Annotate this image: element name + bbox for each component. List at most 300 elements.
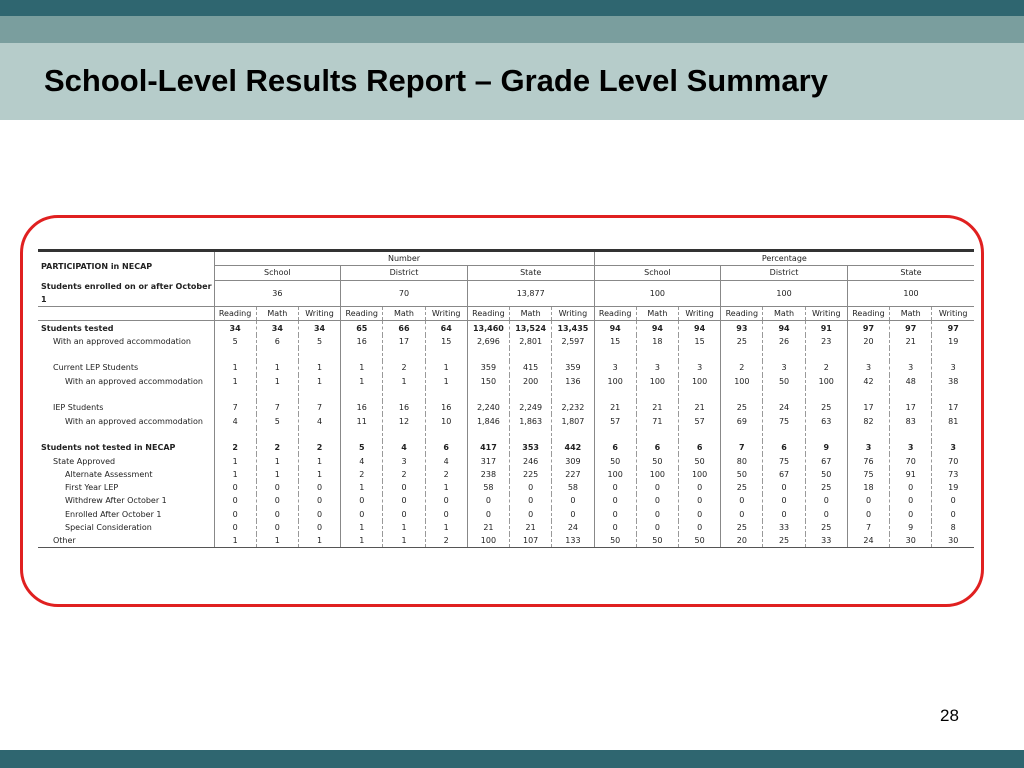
cell-value: 15 — [425, 335, 467, 348]
table-row — [38, 348, 974, 361]
cell-value: 0 — [763, 494, 805, 507]
test-header: Reading — [341, 307, 383, 321]
cell-value: 50 — [636, 534, 678, 548]
cell-value: 17 — [847, 401, 889, 414]
cell-value: 57 — [679, 414, 721, 427]
cell-value: 0 — [510, 481, 552, 494]
cell-value: 25 — [805, 401, 847, 414]
cell-value — [467, 348, 509, 361]
cell-value: 100 — [636, 468, 678, 481]
cell-value — [679, 428, 721, 441]
cell-value: 0 — [298, 494, 340, 507]
cell-value: 94 — [679, 321, 721, 335]
cell-value: 3 — [847, 441, 889, 454]
cell-value: 25 — [805, 481, 847, 494]
cell-value — [467, 428, 509, 441]
cell-value: 317 — [467, 454, 509, 467]
cell-value: 24 — [763, 401, 805, 414]
cell-value: 1 — [256, 361, 298, 374]
cell-value: 3 — [932, 441, 974, 454]
table-row — [38, 534, 974, 548]
cell-value: 12 — [383, 414, 425, 427]
cell-value: 0 — [256, 494, 298, 507]
cell-value: 2 — [383, 468, 425, 481]
cell-value — [805, 348, 847, 361]
cell-value: 69 — [721, 414, 763, 427]
cell-value: 100 — [805, 375, 847, 388]
cell-value — [932, 388, 974, 401]
cell-value — [467, 388, 509, 401]
table-row — [38, 454, 974, 467]
cell-value: 0 — [425, 494, 467, 507]
cell-value — [298, 428, 340, 441]
cell-value: 94 — [763, 321, 805, 335]
cell-value: 1 — [256, 375, 298, 388]
table-row — [38, 361, 974, 374]
cell-value: 0 — [214, 508, 256, 521]
cell-value — [383, 428, 425, 441]
cell-value: 1 — [298, 468, 340, 481]
cell-value: 71 — [636, 414, 678, 427]
cell-value — [763, 348, 805, 361]
cell-value — [383, 388, 425, 401]
cell-value: 34 — [298, 321, 340, 335]
cell-value — [425, 388, 467, 401]
cell-value: 442 — [552, 441, 594, 454]
table-row — [38, 401, 974, 414]
cell-value: 13,460 — [467, 321, 509, 335]
test-header: Math — [636, 307, 678, 321]
slide-title: School-Level Results Report – Grade Level Summary — [44, 63, 828, 98]
cell-value: 0 — [552, 508, 594, 521]
cell-value: 42 — [847, 375, 889, 388]
cell-value: 0 — [763, 481, 805, 494]
cell-value — [890, 388, 932, 401]
cell-value: 24 — [552, 521, 594, 534]
cell-value: 3 — [594, 361, 636, 374]
row-label: First Year LEP — [38, 481, 214, 494]
cell-value: 0 — [721, 508, 763, 521]
cell-value: 0 — [721, 494, 763, 507]
cell-value: 7 — [214, 401, 256, 414]
cell-value: 4 — [298, 414, 340, 427]
table-row — [38, 508, 974, 521]
cell-value — [721, 348, 763, 361]
cell-value: 1 — [214, 375, 256, 388]
cell-value: 225 — [510, 468, 552, 481]
cell-value — [721, 428, 763, 441]
cell-value: 150 — [467, 375, 509, 388]
cell-value: 33 — [763, 521, 805, 534]
cell-value: 100 — [679, 468, 721, 481]
cell-value: 100 — [594, 468, 636, 481]
cell-value: 17 — [890, 401, 932, 414]
table-row — [38, 321, 974, 335]
group-header-percentage: Percentage — [594, 251, 974, 266]
test-header: Math — [890, 307, 932, 321]
cell-value: 21 — [467, 521, 509, 534]
cell-value: 1 — [214, 468, 256, 481]
cell-value: 0 — [763, 508, 805, 521]
cell-value: 0 — [636, 521, 678, 534]
top-band — [0, 0, 1024, 16]
table-row — [38, 494, 974, 507]
cell-value: 19 — [932, 335, 974, 348]
group-header-number: Number — [214, 251, 594, 266]
cell-value: 15 — [594, 335, 636, 348]
row-label: With an approved accommodation — [38, 414, 214, 427]
cell-value: 65 — [341, 321, 383, 335]
cell-value — [636, 348, 678, 361]
cell-value — [805, 428, 847, 441]
row-label: IEP Students — [38, 401, 214, 414]
cell-value — [298, 348, 340, 361]
row-label: Alternate Assessment — [38, 468, 214, 481]
cell-value: 0 — [256, 481, 298, 494]
cell-value: 1 — [214, 454, 256, 467]
cell-value — [679, 348, 721, 361]
cell-value: 0 — [594, 481, 636, 494]
cell-value: 6 — [679, 441, 721, 454]
cell-value — [341, 428, 383, 441]
cell-value — [383, 348, 425, 361]
cell-value: 50 — [679, 454, 721, 467]
cell-value — [256, 348, 298, 361]
cell-value: 7 — [721, 441, 763, 454]
cell-value: 64 — [425, 321, 467, 335]
enrolled-value: 70 — [341, 280, 468, 307]
enrolled-label: Students enrolled on or after October 1 — [38, 280, 214, 307]
cell-value: 75 — [847, 468, 889, 481]
table-row — [38, 468, 974, 481]
cell-value — [425, 428, 467, 441]
cell-value: 3 — [763, 361, 805, 374]
cell-value: 0 — [805, 508, 847, 521]
cell-value: 81 — [932, 414, 974, 427]
cell-value: 48 — [890, 375, 932, 388]
level-header: School — [594, 266, 721, 280]
cell-value: 93 — [721, 321, 763, 335]
cell-value: 2,696 — [467, 335, 509, 348]
cell-value: 0 — [298, 481, 340, 494]
cell-value: 0 — [847, 508, 889, 521]
table-row — [38, 441, 974, 454]
cell-value: 1,846 — [467, 414, 509, 427]
cell-value — [214, 348, 256, 361]
participation-table — [38, 249, 974, 548]
cell-value: 91 — [805, 321, 847, 335]
cell-value: 4 — [383, 441, 425, 454]
cell-value: 6 — [256, 335, 298, 348]
cell-value: 73 — [932, 468, 974, 481]
cell-value: 50 — [679, 534, 721, 548]
cell-value: 2,249 — [510, 401, 552, 414]
level-header: State — [847, 266, 974, 280]
cell-value: 94 — [594, 321, 636, 335]
row-label: With an approved accommodation — [38, 375, 214, 388]
cell-value: 15 — [679, 335, 721, 348]
cell-value: 3 — [679, 361, 721, 374]
cell-value: 20 — [847, 335, 889, 348]
cell-value: 7 — [256, 401, 298, 414]
row-label: Special Consideration — [38, 521, 214, 534]
cell-value: 1 — [341, 481, 383, 494]
cell-value: 2 — [298, 441, 340, 454]
cell-value — [679, 388, 721, 401]
cell-value: 5 — [341, 441, 383, 454]
test-header: Writing — [932, 307, 974, 321]
cell-value: 1 — [425, 481, 467, 494]
cell-value: 67 — [763, 468, 805, 481]
cell-value: 82 — [847, 414, 889, 427]
cell-value: 6 — [636, 441, 678, 454]
cell-value: 1 — [298, 534, 340, 548]
cell-value: 97 — [847, 321, 889, 335]
row-label: Enrolled After October 1 — [38, 508, 214, 521]
cell-value: 238 — [467, 468, 509, 481]
cell-value: 6 — [763, 441, 805, 454]
cell-value: 5 — [256, 414, 298, 427]
table-row — [38, 481, 974, 494]
cell-value: 3 — [890, 441, 932, 454]
table-row — [38, 375, 974, 388]
cell-value: 0 — [679, 494, 721, 507]
row-label: Current LEP Students — [38, 361, 214, 374]
cell-value — [510, 428, 552, 441]
cell-value: 1 — [214, 361, 256, 374]
cell-value: 2 — [214, 441, 256, 454]
test-header: Writing — [679, 307, 721, 321]
cell-value: 309 — [552, 454, 594, 467]
cell-value: 100 — [636, 375, 678, 388]
cell-value: 3 — [890, 361, 932, 374]
cell-value: 1 — [425, 361, 467, 374]
cell-value: 200 — [510, 375, 552, 388]
cell-value: 16 — [425, 401, 467, 414]
cell-value: 97 — [890, 321, 932, 335]
row-label — [38, 348, 214, 361]
cell-value: 415 — [510, 361, 552, 374]
cell-value: 2,801 — [510, 335, 552, 348]
cell-value: 0 — [636, 481, 678, 494]
cell-value: 2 — [341, 468, 383, 481]
enrolled-value: 13,877 — [467, 280, 594, 307]
cell-value — [932, 428, 974, 441]
test-header: Reading — [214, 307, 256, 321]
cell-value: 2 — [425, 534, 467, 548]
enrolled-value: 36 — [214, 280, 341, 307]
test-header: Writing — [552, 307, 594, 321]
cell-value: 18 — [847, 481, 889, 494]
cell-value: 1 — [341, 534, 383, 548]
cell-value: 1 — [425, 521, 467, 534]
cell-value: 34 — [214, 321, 256, 335]
cell-value: 18 — [636, 335, 678, 348]
cell-value — [552, 428, 594, 441]
cell-value — [256, 428, 298, 441]
level-header: District — [721, 266, 848, 280]
cell-value: 136 — [552, 375, 594, 388]
cell-value: 17 — [932, 401, 974, 414]
cell-value: 0 — [341, 508, 383, 521]
cell-value: 4 — [214, 414, 256, 427]
cell-value: 417 — [467, 441, 509, 454]
cell-value: 1 — [214, 534, 256, 548]
cell-value: 0 — [679, 508, 721, 521]
cell-value: 50 — [721, 468, 763, 481]
cell-value: 25 — [721, 521, 763, 534]
page-number: 28 — [940, 706, 959, 725]
cell-value — [552, 348, 594, 361]
cell-value — [298, 388, 340, 401]
cell-value: 1 — [383, 521, 425, 534]
cell-value: 2 — [721, 361, 763, 374]
cell-value: 50 — [594, 454, 636, 467]
cell-value: 13,435 — [552, 321, 594, 335]
cell-value: 0 — [425, 508, 467, 521]
cell-value: 7 — [847, 521, 889, 534]
cell-value: 0 — [298, 508, 340, 521]
test-header: Reading — [467, 307, 509, 321]
cell-value: 3 — [932, 361, 974, 374]
cell-value: 24 — [847, 534, 889, 548]
top-band-accent — [0, 16, 1024, 43]
cell-value: 0 — [256, 521, 298, 534]
cell-value: 353 — [510, 441, 552, 454]
cell-value: 25 — [721, 481, 763, 494]
cell-value — [510, 348, 552, 361]
cell-value — [510, 388, 552, 401]
cell-value: 17 — [383, 335, 425, 348]
title-bar — [0, 43, 1024, 120]
cell-value: 0 — [510, 508, 552, 521]
cell-value: 2,597 — [552, 335, 594, 348]
cell-value: 11 — [341, 414, 383, 427]
table-row — [38, 414, 974, 427]
cell-value — [214, 388, 256, 401]
cell-value — [594, 388, 636, 401]
cell-value: 246 — [510, 454, 552, 467]
cell-value: 0 — [847, 494, 889, 507]
cell-value: 21 — [594, 401, 636, 414]
enrolled-value: 100 — [721, 280, 848, 307]
cell-value: 0 — [890, 508, 932, 521]
cell-value — [636, 428, 678, 441]
cell-value: 0 — [298, 521, 340, 534]
cell-value: 3 — [636, 361, 678, 374]
cell-value: 2 — [383, 361, 425, 374]
cell-value: 58 — [467, 481, 509, 494]
cell-value: 58 — [552, 481, 594, 494]
cell-value: 10 — [425, 414, 467, 427]
cell-value: 1 — [425, 375, 467, 388]
cell-value — [594, 348, 636, 361]
cell-value: 34 — [256, 321, 298, 335]
cell-value: 26 — [763, 335, 805, 348]
cell-value: 16 — [341, 335, 383, 348]
cell-value: 0 — [636, 508, 678, 521]
cell-value: 1 — [298, 454, 340, 467]
cell-value: 1,863 — [510, 414, 552, 427]
cell-value: 0 — [214, 481, 256, 494]
cell-value: 0 — [805, 494, 847, 507]
cell-value: 0 — [594, 508, 636, 521]
cell-value: 76 — [847, 454, 889, 467]
cell-value: 63 — [805, 414, 847, 427]
cell-value: 1 — [298, 375, 340, 388]
cell-value: 0 — [932, 508, 974, 521]
cell-value — [552, 388, 594, 401]
cell-value: 1 — [341, 521, 383, 534]
test-header: Math — [763, 307, 805, 321]
cell-value: 0 — [890, 481, 932, 494]
cell-value: 9 — [805, 441, 847, 454]
cell-value — [890, 348, 932, 361]
cell-value: 70 — [890, 454, 932, 467]
cell-value: 0 — [467, 494, 509, 507]
cell-value: 25 — [721, 401, 763, 414]
test-header: Reading — [847, 307, 889, 321]
cell-value — [636, 388, 678, 401]
enrolled-value: 100 — [594, 280, 721, 307]
cell-value: 5 — [298, 335, 340, 348]
cell-value: 0 — [636, 494, 678, 507]
cell-value — [256, 388, 298, 401]
cell-value: 2,232 — [552, 401, 594, 414]
cell-value: 2 — [256, 441, 298, 454]
cell-value: 0 — [932, 494, 974, 507]
cell-value: 21 — [510, 521, 552, 534]
cell-value: 1 — [256, 468, 298, 481]
table-row — [38, 521, 974, 534]
cell-value: 3 — [847, 361, 889, 374]
cell-value — [341, 388, 383, 401]
cell-value — [847, 388, 889, 401]
cell-value: 7 — [298, 401, 340, 414]
cell-value — [932, 348, 974, 361]
cell-value — [890, 428, 932, 441]
cell-value: 25 — [721, 335, 763, 348]
bottom-band — [0, 750, 1024, 768]
cell-value: 4 — [425, 454, 467, 467]
cell-value: 80 — [721, 454, 763, 467]
enrolled-value: 100 — [847, 280, 974, 307]
cell-value: 57 — [594, 414, 636, 427]
cell-value: 0 — [679, 521, 721, 534]
cell-value — [341, 348, 383, 361]
cell-value: 25 — [805, 521, 847, 534]
cell-value: 19 — [932, 481, 974, 494]
cell-value: 83 — [890, 414, 932, 427]
level-header: School — [214, 266, 341, 280]
row-label: Other — [38, 534, 214, 548]
row-label: State Approved — [38, 454, 214, 467]
cell-value: 67 — [805, 454, 847, 467]
cell-value: 97 — [932, 321, 974, 335]
cell-value: 1 — [383, 534, 425, 548]
cell-value: 0 — [890, 494, 932, 507]
cell-value: 1 — [298, 361, 340, 374]
cell-value: 0 — [341, 494, 383, 507]
cell-value: 100 — [721, 375, 763, 388]
cell-value: 0 — [214, 494, 256, 507]
cell-value — [721, 388, 763, 401]
cell-value: 1 — [341, 375, 383, 388]
cell-value — [594, 428, 636, 441]
cell-value: 50 — [805, 468, 847, 481]
cell-value: 0 — [552, 494, 594, 507]
cell-value: 2 — [425, 468, 467, 481]
